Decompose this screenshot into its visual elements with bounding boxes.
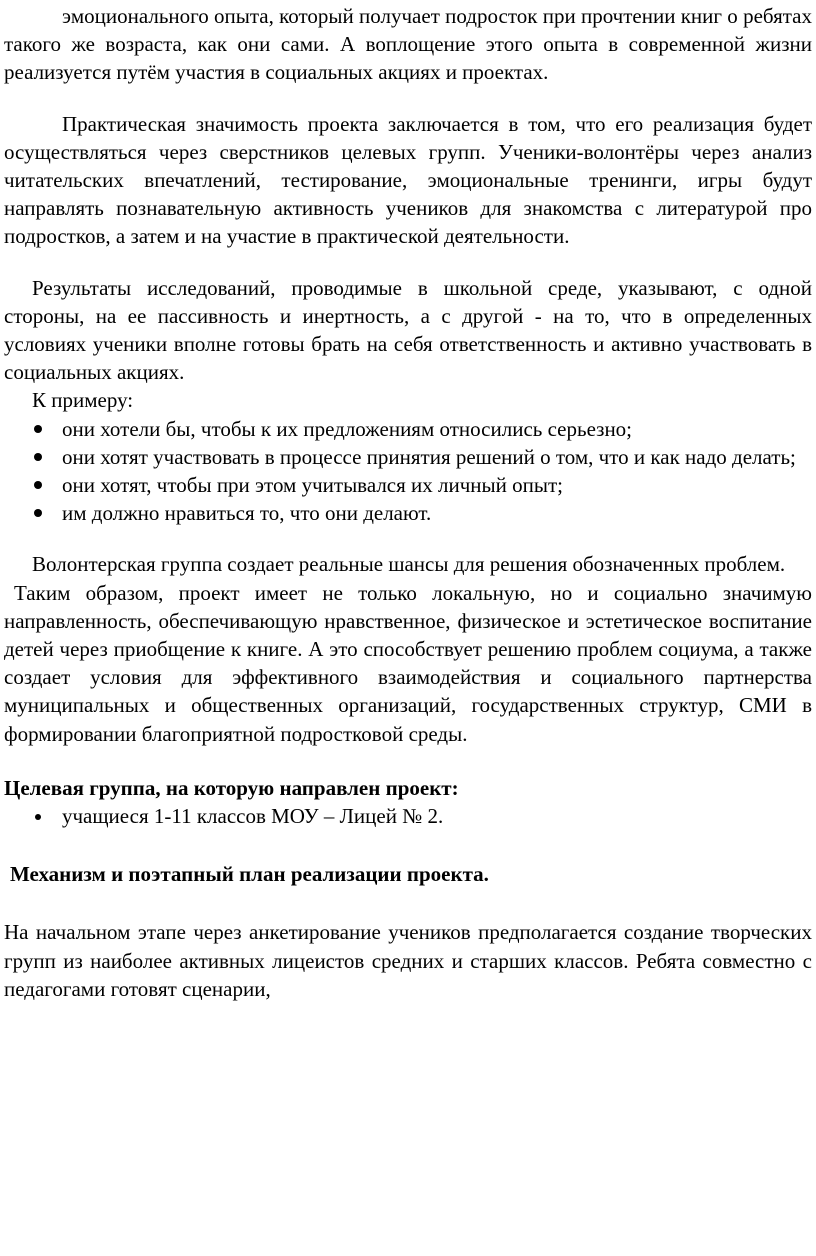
- paragraph-volunteer-group: Волонтерская группа создает реальные шансы для решения обозначенных проблем.: [32, 552, 786, 577]
- paragraph-initial-stage: На начальном этапе через анкетирование учеников предполагается создание творческих групп из наиболее активных лицеистов средних и старших классов. Ребята совместно с педагогами готовят сценарии,: [4, 920, 812, 1001]
- bullet-icon: [34, 481, 42, 489]
- list-item-text: им должно нравиться то, что они делают.: [62, 501, 432, 526]
- bullet-icon: [34, 453, 42, 461]
- bullet-icon: [34, 425, 42, 433]
- list-item-text: они хотят участвовать в процессе принятия решений о том, что и как надо делать;: [62, 444, 796, 469]
- paragraph-research-results: Результаты исследований, проводимые в школьной среде, указывают, с одной стороны, на ее пассивность и инертность, а с другой - на то, что в определенных условиях ученики вполне готовы брать на себя ответственность и активно участвовать в социальных акциях.: [4, 275, 812, 385]
- paragraph-practical-significance: Практическая значимость проекта заключается в том, что его реализация будет осуществляться через сверстников целевых групп. Ученики-волонтёры через анализ читательских впечатлений, тестирование, эмоциональные тренинги, игры будут направлять познавательную активность учеников для знакомства с литературой про подростков, а затем и на участие в практической деятельности.: [4, 111, 812, 249]
- list-item-text: они хотели бы, чтобы к их предложениям относились серьезно;: [62, 416, 633, 441]
- list-item-text: они хотят, чтобы при этом учитывался их личный опыт;: [62, 473, 563, 498]
- paragraph-emotional-experience: эмоционального опыта, который получает подросток при прочтении книг о ребятах такого же возраста, как они сами. А воплощение этого опыта в современной жизни реализуется путём участия в социальных акциях и проектах.: [4, 4, 812, 85]
- list-item-text: учащиеся 1-11 классов МОУ – Лицей № 2.: [62, 804, 444, 829]
- bullet-icon: [34, 509, 42, 517]
- list-item: [4, 443, 812, 471]
- list-item: [4, 802, 812, 830]
- paragraph-for-example: К примеру:: [32, 388, 134, 413]
- list-item: [4, 499, 812, 527]
- target-group-list: [4, 802, 812, 830]
- list-item: [4, 415, 812, 443]
- bullet-icon: [35, 814, 41, 820]
- paragraph-conclusion: Таким образом, проект имеет не только локальную, но и социально значимую направленность, обеспечивающую нравственное, физическое и эстетическое воспитание детей через приобщение к книге. А это способствует решению проблем социума, а также создает условия для эффективного взаимодействия и социального партнерства муниципальных и общественных организаций, государственных структур, СМИ в формировании благоприятной подростковой среды.: [4, 580, 812, 746]
- list-item: [4, 471, 812, 499]
- heading-implementation-plan: Механизм и поэтапный план реализации проекта.: [10, 862, 489, 887]
- heading-target-group: Целевая группа, на которую направлен проект:: [4, 775, 459, 800]
- wishes-bullet-list: [4, 415, 812, 528]
